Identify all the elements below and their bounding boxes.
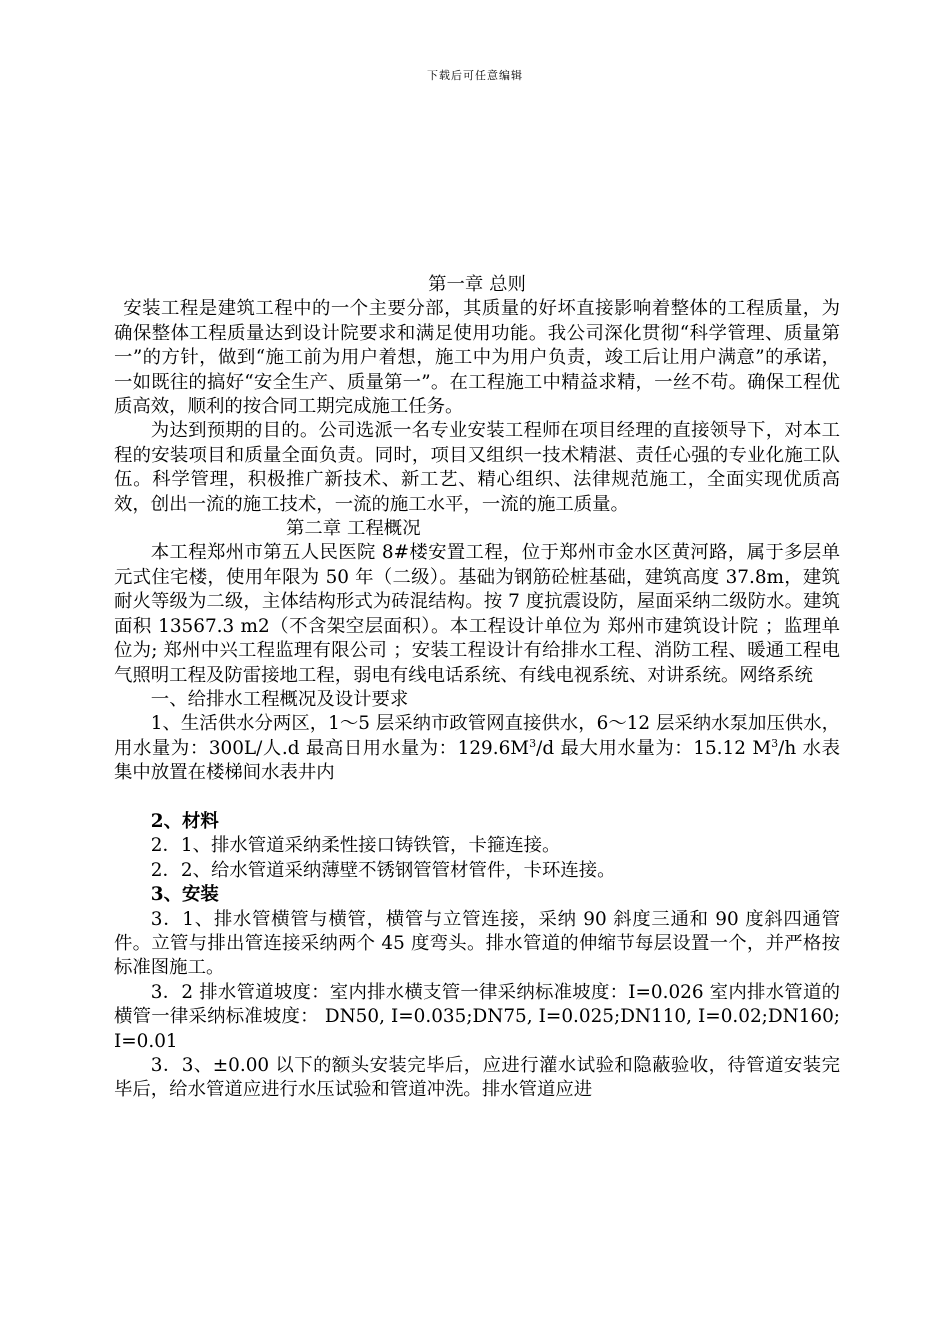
document-body [114,273,840,1103]
section3-title: 3、安装 [150,884,219,906]
chapter1-paragraph-2: 为达到预期的目的。公司选派一名专业安装工程师在项目经理的直接领导下，对本工程的安装项目和质量全面负责。同时，项目又组织一技术精湛、责任心强的专业化施工队伍。科学管理，积极推广新技术、新工艺、精心组织、法律规范施工，全面实现优质高效，创出一流的施工技术，一流的施工水平，一流的施工质量。 [114,420,840,515]
section2-title: 2、材料 [150,810,219,832]
section2-item-2: 2．2、给水管道采纳薄壁不锈钢管管材管件，卡环连接。 [150,859,616,881]
chapter1-title: 第一章 总则 [428,274,526,295]
blank-line [114,786,840,810]
water-usage-text-b: /d 最大用水量为：15.12 M [536,737,772,759]
water-usage-text-a: 1、生活供水分两区，1～5 层采纳市政管网直接供水，6～12 层采纳水泵加压供水，用水量为：300L/人.d 最高日用水量为：129.6M [114,713,840,759]
page-header: 下载后可任意编辑 [427,69,523,82]
water-usage-text-c: /h 水表集中放置在楼梯间水表井内 [114,737,840,784]
section3-item-2: 3．2 排水管道坡度：室内排水横支管一律采纳标准坡度：I=0.026 室内排水管道的横管一律采纳标准坡度： DN50, I=0.035;DN75, I=0.025;DN110, I=0.02;DN160; I=0.01 [114,981,840,1052]
section1-title: 一、给排水工程概况及设计要求 [150,688,409,710]
section2-item-1: 2．1、排水管道采纳柔性接口铸铁管，卡箍连接。 [150,835,561,857]
section3-item-1: 3．1、排水管横管与横管，横管与立管连接，采纳 90 斜度三通和 90 度斜四通管件。立管与排出管连接采纳两个 45 度弯头。排水管道的伸缩节每层设置一个，并严格按标准图施工。 [114,908,840,979]
superscript-3: 3 [529,736,537,750]
section3-item-3: 3．3、±0.00 以下的额头安装完毕后，应进行灌水试验和隐蔽验收，待管道安装完毕后，给水管道应进行水压试验和管道冲洗。排水管道应进 [114,1054,840,1101]
superscript-3: 3 [771,736,779,750]
chapter2-title: 第二章 工程概况 [286,518,421,540]
chapter1-paragraph-1: 安装工程是建筑工程中的一个主要分部，其质量的好坏直接影响着整体的工程质量，为确保整体工程质量达到设计院要求和满足使用功能。我公司深化贯彻“科学管理、质量第一”的方针，做到“施工前为用户着想，施工中为用户负责，竣工后让用户满意”的承诺，一如既往的搞好“安全生产、质量第一”。在工程施工中精益求精，一丝不苟。确保工程优质高效，顺利的按合同工期完成施工任务。 [114,298,840,418]
section1-paragraph-1 [114,712,840,785]
chapter2-paragraph-1: 本工程郑州市第五人民医院 8#楼安置工程，位于郑州市金水区黄河路，属于多层单元式住宅楼，使用年限为 50 年（二级）。基础为钢筋砼桩基础，建筑高度 37.8m，建筑耐火等级为二级，主体结构形式为砖混结构。按 7 度抗震设防，屋面采纳二级防水。建筑面积 13567.3 m2（不含架空层面积）。本工程设计单位为 郑州市建筑设计院 ；监理单位为; 郑州中兴工程监理有限公司 ；安装工程设计有给排水工程、消防工程、暖通工程电气照明工程及防雷接地工程，弱电有线电话系统、有线电视系统、对讲系统。网络系统 [114,542,840,686]
